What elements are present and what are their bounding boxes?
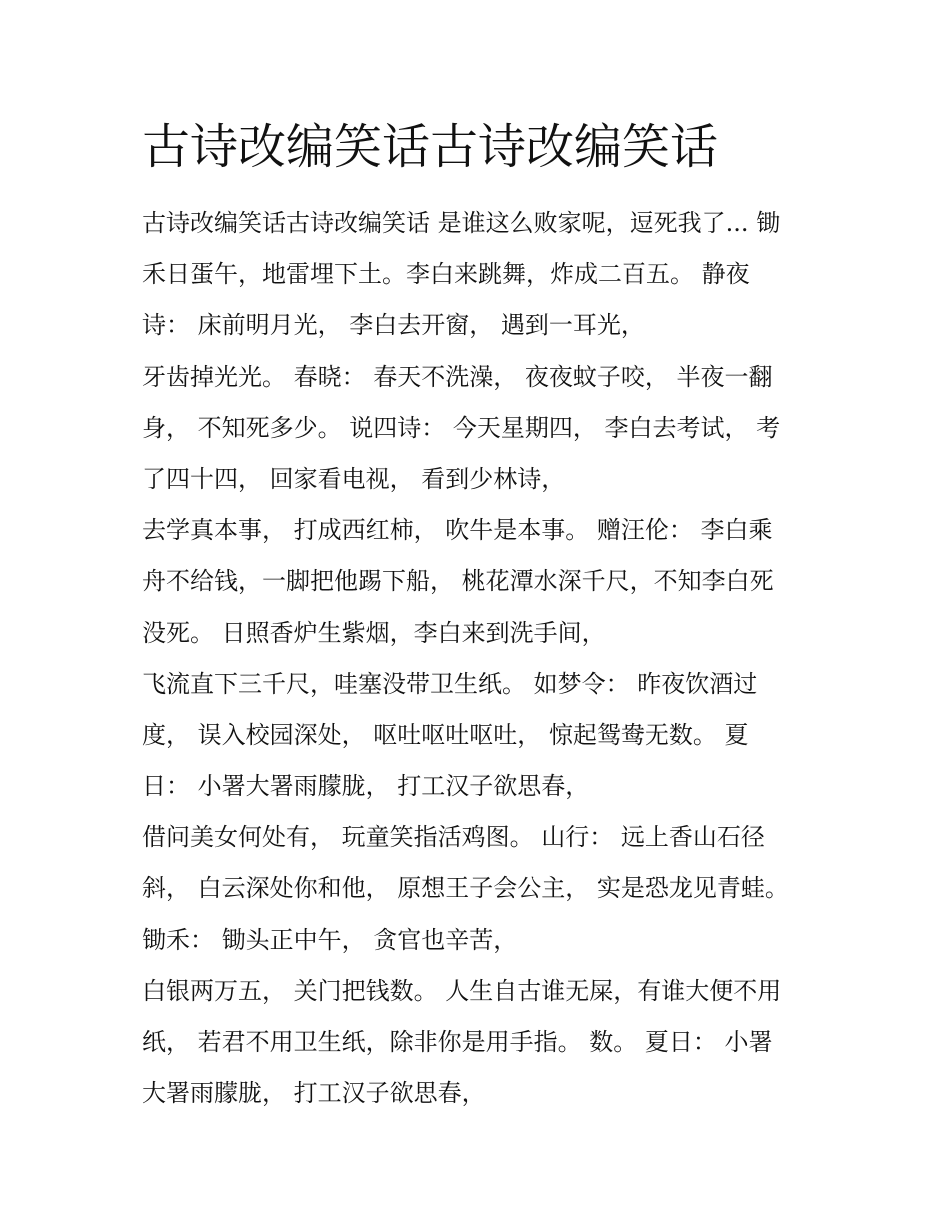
text-line: 大署雨朦胧， 打工汉子欲思春， xyxy=(142,1079,486,1108)
text-line: 度， 误入校园深处， 呕吐呕吐呕吐， 惊起鸳鸯无数。 夏 xyxy=(142,720,749,749)
text-line: 古诗改编笑话古诗改编笑话 是谁这么败家呢，逗死我了... 锄 xyxy=(142,209,781,237)
text-line: 了四十四， 回家看电视， 看到少林诗， xyxy=(142,464,566,493)
text-line: 飞流直下三千尺，哇塞没带卫生纸。 如梦令： 昨夜饮酒过 xyxy=(142,669,758,698)
text-line: 借问美女何处有， 玩童笑指活鸡图。 山行： 远上香山石径 xyxy=(142,823,765,852)
text-line: 身， 不知死多少。 说四诗： 今天星期四， 李白去考试， 考 xyxy=(142,413,781,442)
text-line: 锄禾： 锄头正中午， 贪官也辛苦， xyxy=(142,925,518,954)
text-line: 斜， 白云深处你和他， 原想王子会公主， 实是恐龙见青蛙。 xyxy=(142,874,789,903)
text-line: 没死。 日照香炉生紫烟，李白来到洗手间， xyxy=(142,618,606,647)
text-line: 日： 小署大署雨朦胧， 打工汉子欲思春， xyxy=(142,772,590,801)
document-title: 古诗改编笑话古诗改编笑话 xyxy=(142,119,719,175)
text-line: 去学真本事， 打成西红柿， 吹牛是本事。 赠汪伦： 李白乘 xyxy=(142,516,773,545)
text-line: 纸， 若君不用卫生纸，除非你是用手指。 数。 夏日： 小署 xyxy=(142,1028,773,1056)
text-line: 禾日蛋午，地雷埋下土。李白来跳舞，炸成二百五。 静夜 xyxy=(142,260,750,289)
document-body xyxy=(142,198,822,1119)
text-line: 舟不给钱，一脚把他踢下船， 桃花潭水深千尺，不知李白死 xyxy=(142,567,774,596)
text-line: 牙齿掉光光。 春晓： 春天不洗澡， 夜夜蚊子咬， 半夜一翻 xyxy=(142,362,773,391)
text-line: 白银两万五， 关门把钱数。 人生自古谁无屎，有谁大便不用 xyxy=(142,976,782,1005)
text-line: 诗： 床前明月光， 李白去开窗， 遇到一耳光， xyxy=(142,311,645,340)
